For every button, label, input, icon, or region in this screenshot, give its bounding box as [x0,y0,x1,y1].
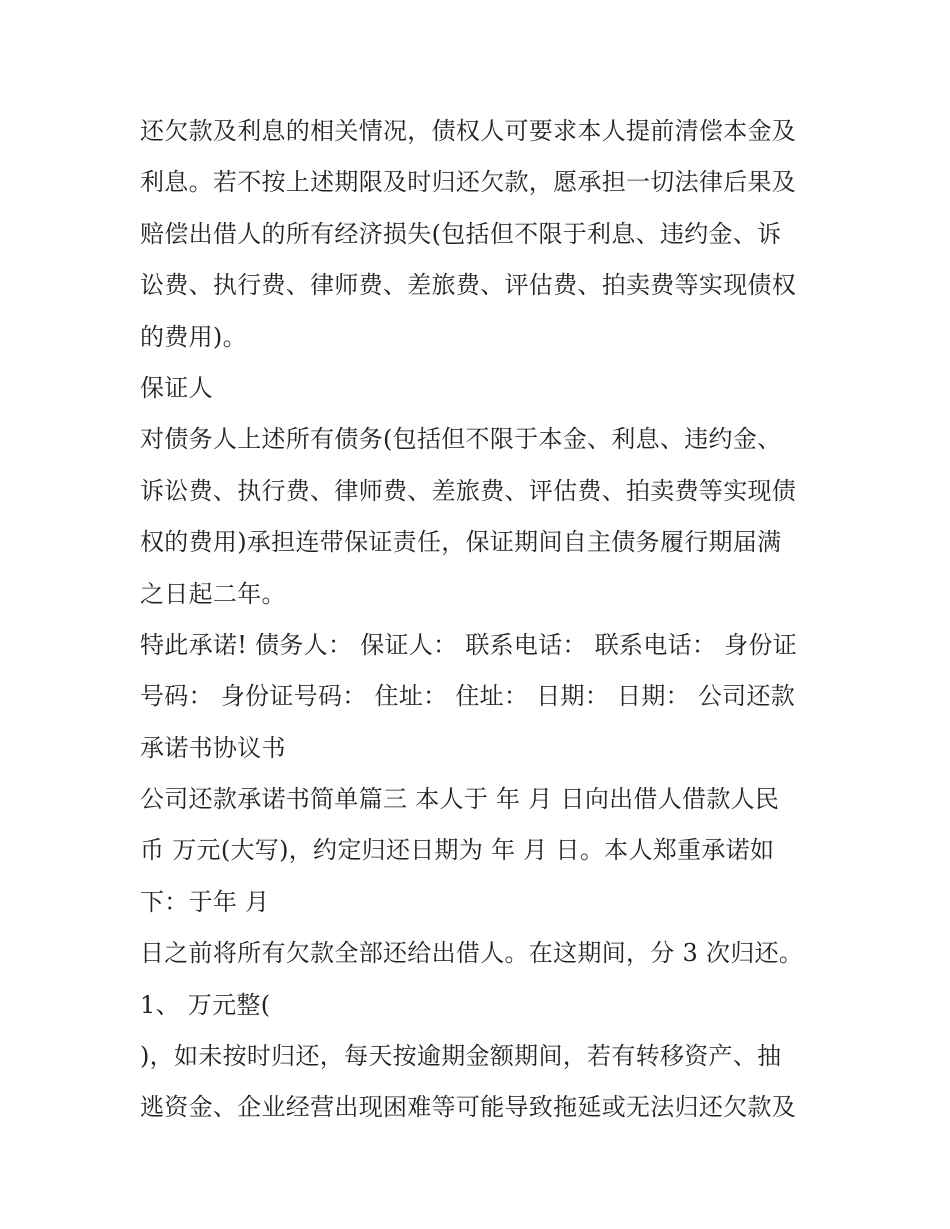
text-line: 权的费用)承担连带保证责任，保证期间自主债务履行期届满 [140,528,782,557]
text-line: 利息。若不按上述期限及时归还欠款，愿承担一切法律后果及 [140,168,797,197]
text-line: 日之前将所有欠款全部还给出借人。在这期间，分 3 次归还。 [140,939,804,968]
text-line: 号码： 身份证号码： 住址： 住址： 日期： 日期： 公司还款 [140,682,796,711]
text-line: 特此承诺! 债务人： 保证人： 联系电话： 联系电话： 身份证 [140,630,798,659]
text-line: 对债务人上述所有债务(包括但不限于本金、利息、违约金、 [140,425,782,454]
section-heading-guarantor: 保证人 [140,373,213,402]
document-body [140,106,820,1134]
text-line: 承诺书协议书 [140,733,286,762]
text-line: 赔偿出借人的所有经济损失(包括但不限于利息、违约金、诉 [140,219,782,248]
text-line: )，如未按时归还，每天按逾期金额期间，若有转移资产、抽 [140,1042,782,1071]
text-line: 之日起二年。 [140,579,286,608]
text-line: 的费用)。 [140,322,247,351]
text-line: 还欠款及利息的相关情况，债权人可要求本人提前清偿本金及 [140,117,797,145]
text-line: 诉讼费、执行费、律师费、差旅费、评估费、拍卖费等实现债 [140,476,797,505]
text-line: 下：于年 月 [140,887,270,916]
text-line: 币 万元(大写)，约定归还日期为 年 月 日。本人郑重承诺如 [140,836,775,865]
text-line: 1、 万元整( [140,990,271,1019]
text-line: 逃资金、企业经营出现困难等可能导致拖延或无法归还欠款及 [140,1093,797,1122]
text-line: 讼费、执行费、律师费、差旅费、评估费、拍卖费等实现债权 [140,271,797,300]
text-line: 公司还款承诺书简单篇三 本人于 年 月 日向出借人借款人民 [140,785,780,814]
